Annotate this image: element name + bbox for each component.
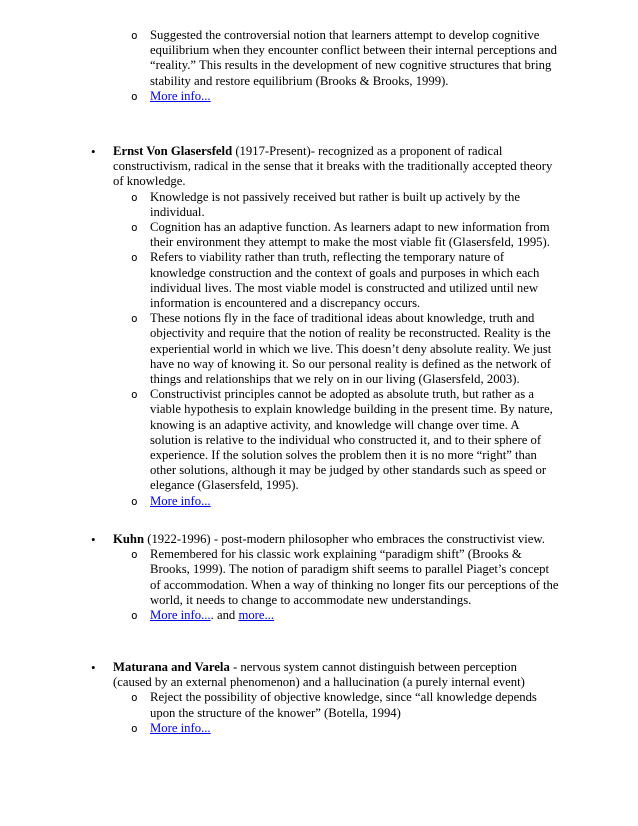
- sub-item-text: Refers to viability rather than truth, reflecting the temporary nature of knowledge construction and the context of goals and purposes in which each individual lives. The most viable model is constructed and utilized until new information is encountered and a discrepancy occurs.: [150, 250, 540, 311]
- section-kuhn: [0, 532, 638, 623]
- person-name: Kuhn: [113, 532, 145, 546]
- sub-bullet-icon: o: [131, 388, 138, 402]
- sub-item-text: These notions fly in the face of traditional ideas about knowledge, truth and objectivity and require that the notion of reality be reconstructed. Reality is the experiential world in which we live. This doesn’t deny absolute reality. We just have no way of knowing it. So our personal reality is defined as the network of things and relationships that we rely on in our living (Glasersfeld, 2003).: [150, 311, 552, 387]
- sub-item-text: Remembered for his classic work explaining “paradigm shift” (Brooks & Brooks, 1999). The notion of paradigm shift seems to parallel Piaget’s concept of accommodation. When a way of thinking no longer fits our perceptions of the world, it needs to change to accommodate new understandings.: [150, 547, 559, 607]
- person-description: (1922-1996) - post-modern philosopher who embraces the constructivist view.: [144, 532, 545, 546]
- sub-item-text: Cognition has an adaptive function. As learners adapt to new information from their environment they attempt to make the most viable fit (Glasersfeld, 1995).: [150, 220, 550, 250]
- sub-bullet-icon: o: [131, 609, 138, 623]
- section-piaget-continued: [0, 28, 638, 104]
- more-link[interactable]: more...: [238, 608, 275, 623]
- main-item: [0, 660, 553, 690]
- sub-item-text: Suggested the controversial notion that learners attempt to develop cognitive equilibrium when they encounter conflict between their internal perceptions and “reality.” This results in the development of new cognitive structures that bring stability and restore equilibrium (Brooks & Brooks, 1999).: [150, 28, 557, 88]
- sub-list: [0, 690, 638, 736]
- sub-list: [0, 547, 638, 623]
- sub-bullet-icon: o: [131, 221, 138, 235]
- sub-list: [0, 28, 638, 104]
- sub-item: [0, 547, 562, 608]
- sub-item-link: [0, 494, 562, 509]
- sub-item-text: Knowledge is not passively received but rather is built up actively by the individual.: [150, 189, 520, 219]
- sub-bullet-icon: o: [131, 89, 138, 103]
- sub-bullet-icon: o: [131, 548, 138, 562]
- more-info-link[interactable]: More info...: [150, 88, 211, 103]
- sub-bullet-icon: o: [131, 251, 138, 265]
- bullet-icon: •: [91, 532, 96, 547]
- section-maturana-varela: [0, 660, 638, 736]
- more-info-link[interactable]: More info...: [150, 608, 211, 623]
- sub-bullet-icon: o: [131, 691, 138, 705]
- sub-item-link: [0, 721, 562, 736]
- sub-item-text: Constructivist principles cannot be adopted as absolute truth, but rather as a viable hypothesis to explain knowledge building in the present time. By nature, knowing is an adaptive activity, and knowledge will change over time. A solution is relative to the individual who constructed it, and to their sphere of experience. If the solution solves the problem then it is no more “right” than other solutions, although it may be judged by other standards such as speed or elegance (Glasersfeld, 1995).: [150, 387, 553, 493]
- sub-item: [0, 250, 562, 311]
- sub-bullet-icon: o: [131, 721, 138, 735]
- section-glasersfeld: [0, 144, 638, 509]
- sub-item-link: [0, 608, 562, 623]
- person-description: (1917-Present)- recognized as a proponent of radical constructivism, radical in the sense that it breaks with the traditionally accepted theory of knowledge.: [113, 144, 553, 189]
- main-item: [0, 532, 553, 547]
- sub-item: [0, 387, 562, 493]
- sub-bullet-icon: o: [131, 312, 138, 326]
- sub-item: [0, 311, 562, 387]
- person-description: - nervous system cannot distinguish between perception (caused by an external phenomenon) and a hallucination (a purely internal event): [113, 660, 525, 690]
- more-info-link[interactable]: More info...: [150, 493, 211, 508]
- sub-item: [0, 190, 562, 220]
- more-info-link[interactable]: More info...: [150, 720, 211, 735]
- sub-item: [0, 28, 562, 89]
- sub-bullet-icon: o: [131, 190, 138, 204]
- sub-item: [0, 690, 562, 720]
- main-item: [0, 144, 553, 190]
- link-joiner: . and: [210, 608, 239, 623]
- bullet-icon: •: [91, 660, 96, 675]
- sub-item: [0, 220, 562, 250]
- sub-item-link: [0, 89, 562, 104]
- sub-list: [0, 190, 638, 509]
- sub-item-text: Reject the possibility of objective knowledge, since “all knowledge depends upon the structure of the knower” (Botella, 1994): [150, 690, 537, 720]
- bullet-icon: •: [91, 144, 96, 159]
- sub-bullet-icon: o: [131, 494, 138, 508]
- person-name: Maturana and Varela: [113, 660, 230, 674]
- sub-bullet-icon: o: [131, 29, 138, 42]
- person-name: Ernst Von Glasersfeld: [113, 144, 233, 158]
